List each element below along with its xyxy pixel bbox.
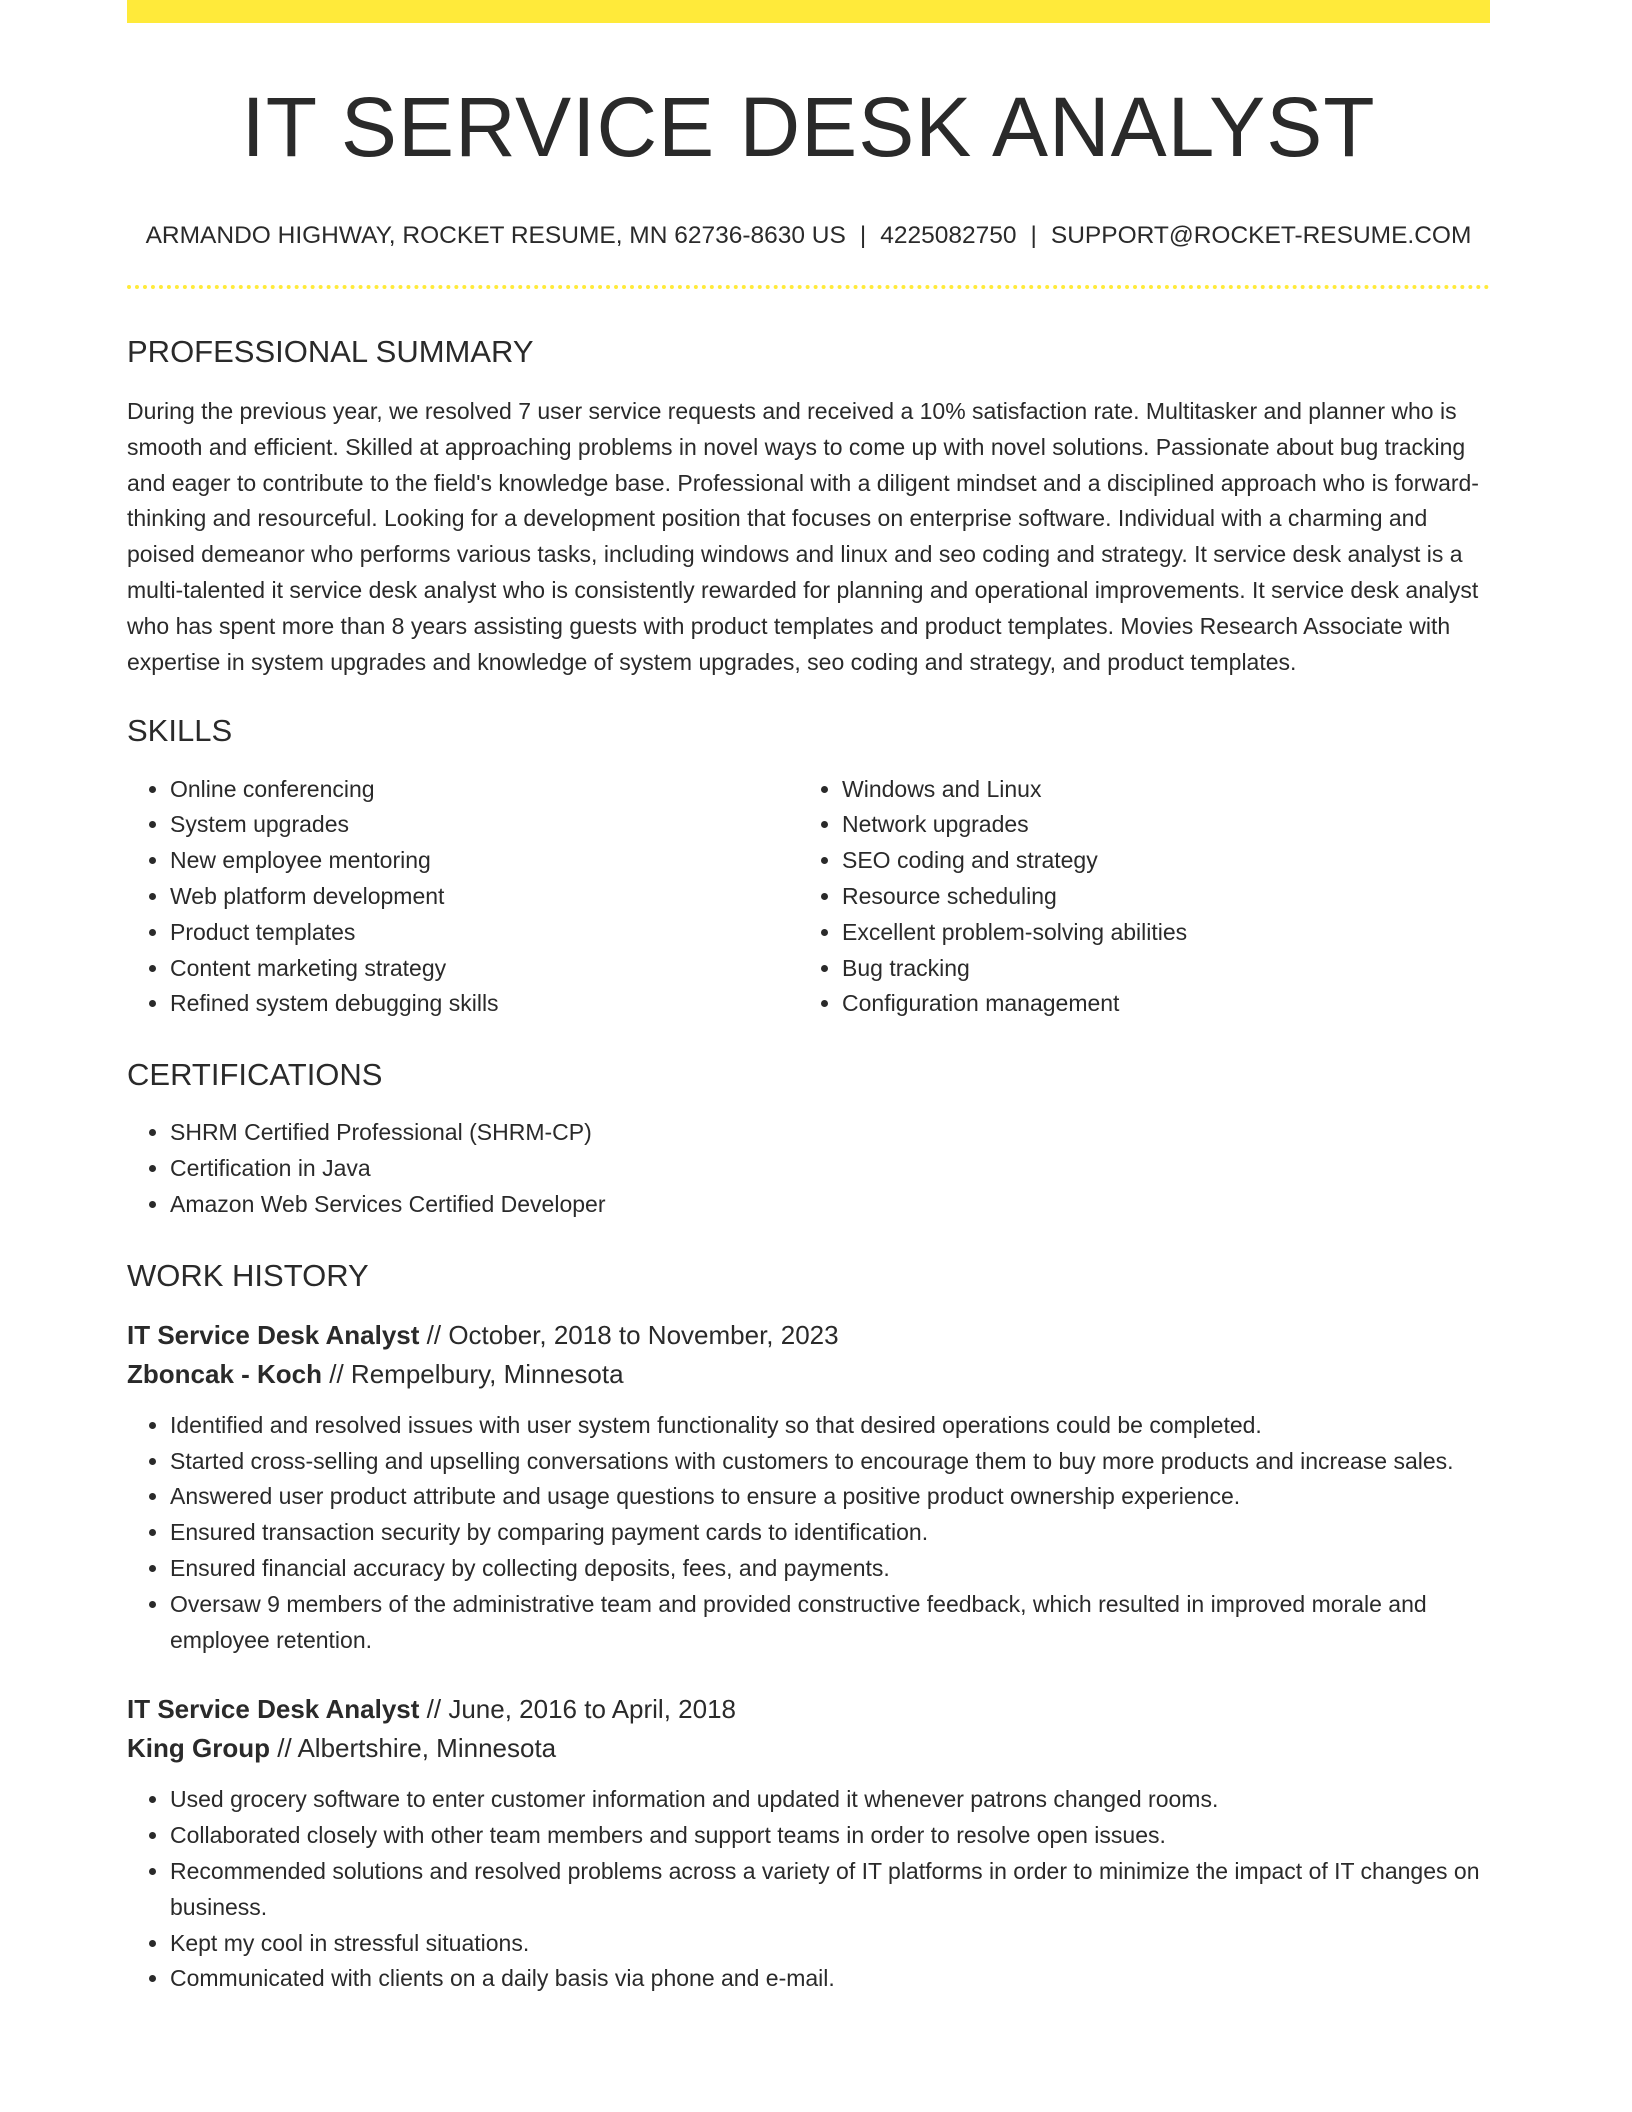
summary-text: During the previous year, we resolved 7 user service requests and received a 10% satisfaction rate. Multitasker and planner who is smooth and efficient. Skilled at approaching problems in novel ways to come up with novel solutions. Passionate about bug tracking and eager to contribute to the field's knowledge base. Professional with a diligent mindset and a disciplined approach who is forward-thinking and resourceful. Looking for a development position that focuses on enterprise software. Individual with a charming and poised demeanor who performs various tasks, including windows and linux and seo coding and strategy. It service desk analyst is a multi-talented it service desk analyst who is consistently rewarded for planning and operational improvements. It service desk analyst who has spent more than 8 years assisting guests with product templates and product templates. Movies Research Associate with expertise in system upgrades and knowledge of system upgrades, seo coding and strategy, and product templates. (127, 397, 1479, 675)
skills-heading: SKILLS (127, 713, 233, 749)
list-item: • Recommended solutions and resolved problems across a variety of IT platforms in order to minimize the impact of IT changes on business. (170, 1854, 1490, 1926)
list-item: • Online conferencing (170, 772, 799, 808)
certifications-heading: CERTIFICATIONS (127, 1057, 383, 1093)
resume-content (127, 23, 1490, 1997)
certifications-list (127, 1115, 1490, 1222)
job-duties-list (127, 1782, 1490, 1997)
list-item: • Ensured financial accuracy by collecting deposits, fees, and payments. (170, 1551, 1490, 1587)
list-item: • SHRM Certified Professional (SHRM-CP) (170, 1115, 1490, 1151)
job-company: Zboncak - Koch (127, 1358, 323, 1389)
list-item: • Web platform development (170, 879, 799, 915)
list-item: • Windows and Linux (842, 772, 1471, 808)
contact-phone: 4225082750 (880, 222, 1017, 250)
list-item: • Kept my cool in stressful situations. (170, 1926, 1490, 1962)
contact-address: ARMANDO HIGHWAY, ROCKET RESUME, MN 62736-8630 US (145, 222, 846, 250)
skills-column-right (799, 772, 1471, 1023)
job-company-line (127, 1729, 1490, 1768)
job-title-line (127, 1690, 1490, 1729)
contact-email: SUPPORT@ROCKET-RESUME.COM (1050, 222, 1472, 250)
skills-column-left (127, 772, 799, 1023)
list-item: • Certification in Java (170, 1151, 1490, 1187)
list-item: • Started cross-selling and upselling conversations with customers to encourage them to buy more products and increase sales. (170, 1444, 1490, 1480)
page-title: IT SERVICE DESK ANALYST (241, 80, 1376, 174)
job-duties-list (127, 1408, 1490, 1659)
contact-line (127, 221, 1490, 250)
list-item: • Communicated with clients on a daily basis via phone and e-mail. (170, 1961, 1490, 1997)
list-item: • Network upgrades (842, 807, 1471, 843)
list-item: • Identified and resolved issues with user system functionality so that desired operations could be completed. (170, 1408, 1490, 1444)
list-item: • Excellent problem-solving abilities (842, 915, 1471, 951)
job-dates: // June, 2016 to April, 2018 (426, 1694, 736, 1725)
skills-list-left (127, 772, 799, 1023)
job-entry (127, 1690, 1490, 1997)
list-item: • Ensured transaction security by comparing payment cards to identification. (170, 1515, 1490, 1551)
list-item: • Configuration management (842, 986, 1471, 1022)
list-item: • SEO coding and strategy (842, 843, 1471, 879)
job-title: IT Service Desk Analyst (127, 1694, 420, 1725)
accent-top-bar (127, 0, 1490, 23)
job-title: IT Service Desk Analyst (127, 1319, 420, 1350)
list-item: • Bug tracking (842, 951, 1471, 987)
list-item: • Refined system debugging skills (170, 986, 799, 1022)
contact-separator: | (859, 222, 867, 250)
skills-grid (127, 772, 1490, 1023)
job-location: // Rempelbury, Minnesota (329, 1358, 624, 1389)
list-item: • Content marketing strategy (170, 951, 799, 987)
list-item: • Amazon Web Services Certified Developer (170, 1187, 1490, 1223)
list-item: • Oversaw 9 members of the administrative team and provided constructive feedback, which resulted in improved morale and employee retention. (170, 1587, 1490, 1659)
list-item: • Answered user product attribute and usage questions to ensure a positive product ownership experience. (170, 1479, 1490, 1515)
list-item: • Product templates (170, 915, 799, 951)
list-item: • System upgrades (170, 807, 799, 843)
job-title-line (127, 1316, 1490, 1355)
job-location: // Albertshire, Minnesota (277, 1733, 557, 1764)
list-item: • Collaborated closely with other team members and support teams in order to resolve open issues. (170, 1818, 1490, 1854)
job-company-line (127, 1355, 1490, 1394)
dotted-divider (127, 285, 1490, 289)
list-item: • New employee mentoring (170, 843, 799, 879)
job-dates: // October, 2018 to November, 2023 (426, 1319, 839, 1350)
skills-list-right (799, 772, 1471, 1023)
list-item: • Resource scheduling (842, 879, 1471, 915)
list-item: • Used grocery software to enter customer information and updated it whenever patrons changed rooms. (170, 1782, 1490, 1818)
job-company: King Group (127, 1733, 270, 1764)
work-history-heading: WORK HISTORY (127, 1257, 369, 1293)
contact-separator: | (1030, 222, 1037, 250)
summary-heading: PROFESSIONAL SUMMARY (127, 333, 534, 369)
job-entry (127, 1316, 1490, 1659)
